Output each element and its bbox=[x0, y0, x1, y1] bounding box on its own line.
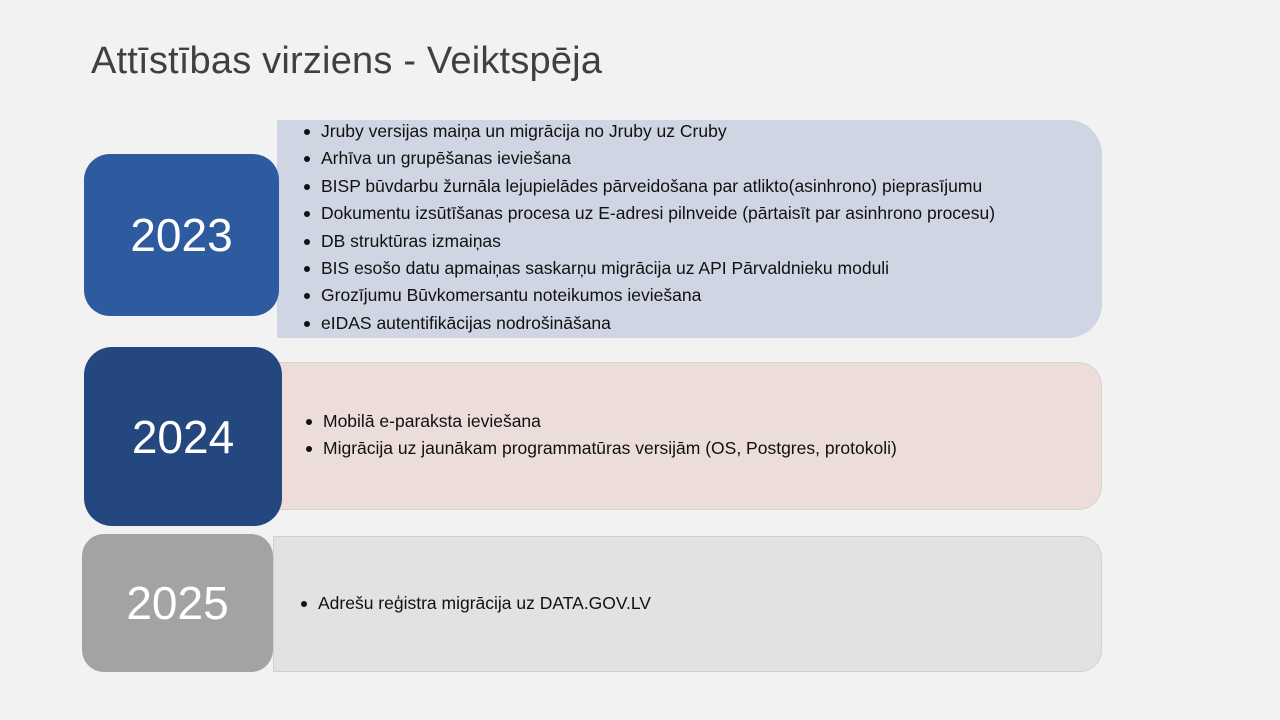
list-2024 bbox=[306, 408, 897, 463]
list-item: Grozījumu Būvkomersantu noteikumos ieviešana bbox=[304, 282, 995, 309]
list-item: Jruby versijas maiņa un migrācija no Jruby uz Cruby bbox=[304, 118, 995, 145]
list-item: Arhīva un grupēšanas ieviešana bbox=[304, 145, 995, 172]
list-item: BIS esošo datu apmaiņas saskarņu migrācija uz API Pārvaldnieku moduli bbox=[304, 255, 995, 282]
list-item: Mobilā e-paraksta ieviešana bbox=[306, 408, 897, 435]
list-item: eIDAS autentifikācijas nodrošināšana bbox=[304, 310, 995, 337]
slide-title: Attīstības virziens - Veiktspēja bbox=[91, 40, 603, 82]
year-box-2025: 2025 bbox=[82, 534, 273, 672]
list-item: Migrācija uz jaunākam programmatūras versijām (OS, Postgres, protokoli) bbox=[306, 435, 897, 462]
list-2023 bbox=[304, 118, 995, 337]
list-item: BISP būvdarbu žurnāla lejupielādes pārveidošana par atlikto(asinhrono) pieprasījumu bbox=[304, 173, 995, 200]
year-box-2023: 2023 bbox=[84, 154, 279, 316]
list-item: Dokumentu izsūtīšanas procesa uz E-adresi pilnveide (pārtaisīt par asinhrono procesu) bbox=[304, 200, 995, 227]
list-2025 bbox=[301, 590, 651, 617]
list-item: Adrešu reģistra migrācija uz DATA.GOV.LV bbox=[301, 590, 651, 617]
year-box-2024: 2024 bbox=[84, 347, 282, 526]
list-item: DB struktūras izmaiņas bbox=[304, 228, 995, 255]
